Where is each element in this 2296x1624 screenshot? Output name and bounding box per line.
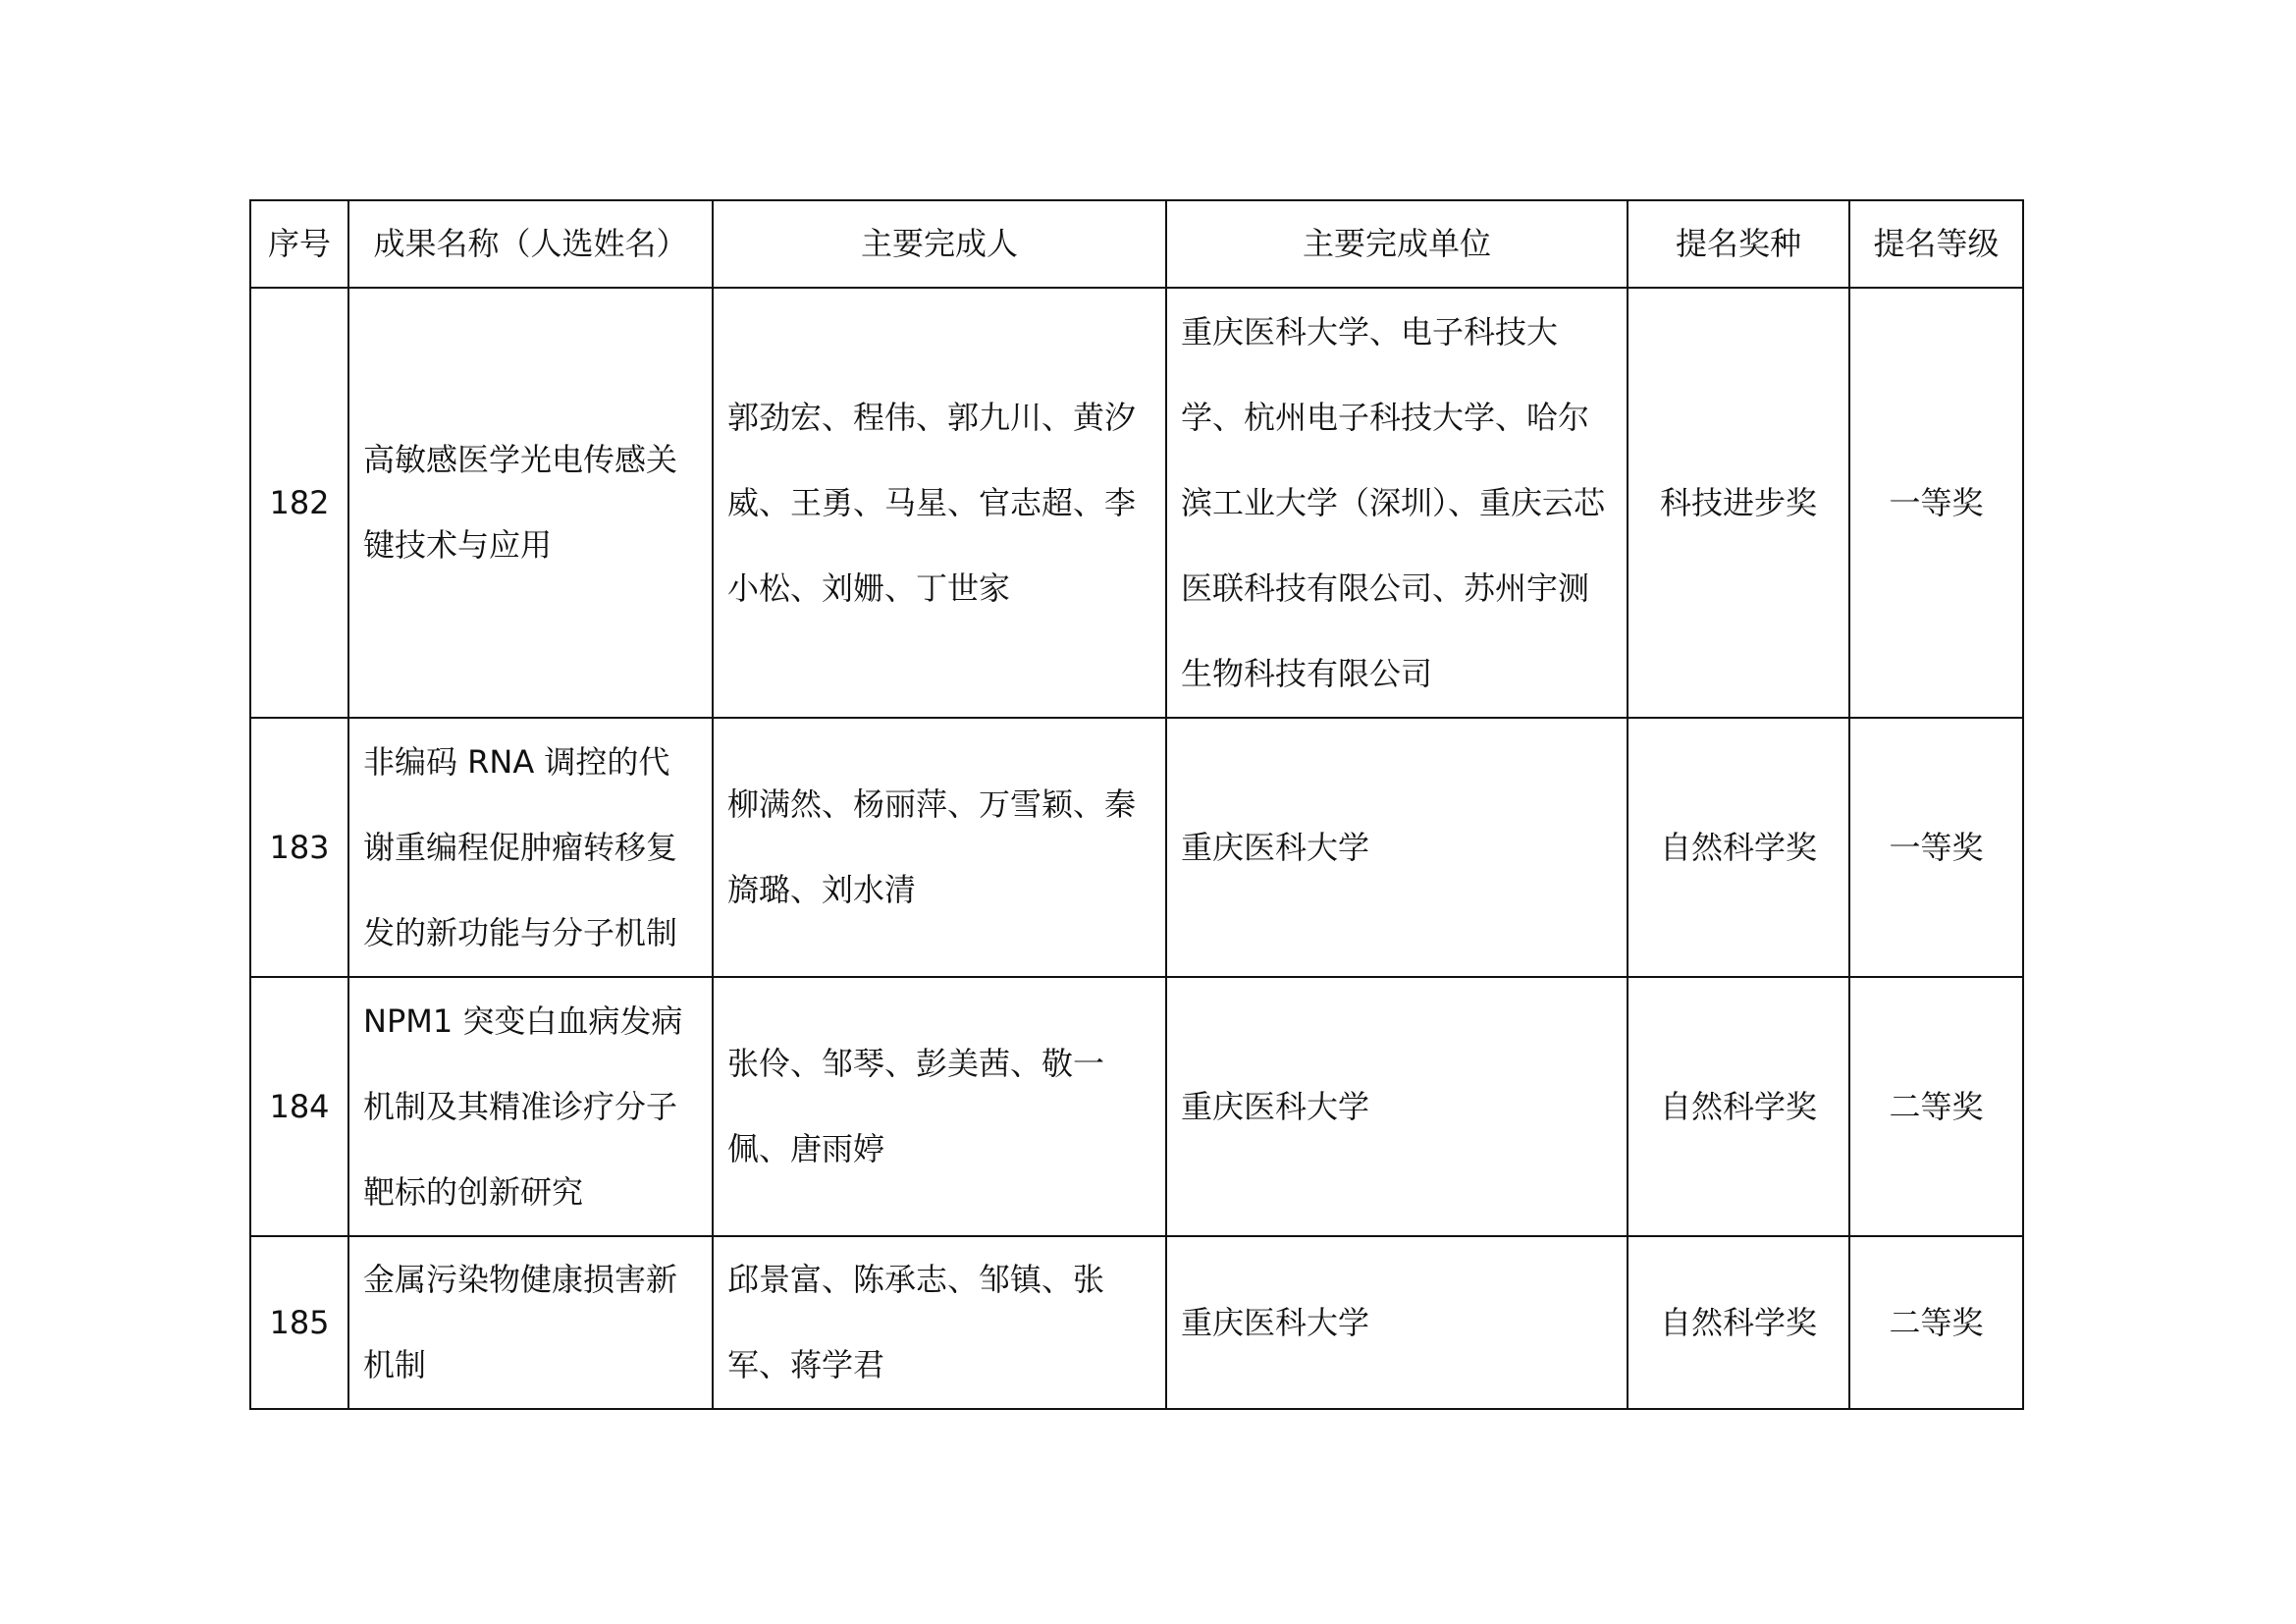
- header-kind: 提名奖种: [1628, 200, 1849, 288]
- cell-level: 一等奖: [1849, 288, 2023, 718]
- header-name: 成果名称（人选姓名）: [348, 200, 713, 288]
- cell-people: 邱景富、陈承志、邹镇、张军、蒋学君: [713, 1236, 1166, 1409]
- cell-people: 柳满然、杨丽萍、万雪颖、秦旖璐、刘水清: [713, 718, 1166, 977]
- table-header-row: [250, 200, 2023, 288]
- cell-name: 金属污染物健康损害新机制: [348, 1236, 713, 1409]
- cell-name: 非编码 RNA 调控的代谢重编程促肿瘤转移复发的新功能与分子机制: [348, 718, 713, 977]
- cell-level: 二等奖: [1849, 977, 2023, 1236]
- cell-unit: 重庆医科大学: [1166, 977, 1628, 1236]
- cell-unit: 重庆医科大学: [1166, 1236, 1628, 1409]
- cell-people: 郭劲宏、程伟、郭九川、黄汐威、王勇、马星、官志超、李小松、刘姗、丁世家: [713, 288, 1166, 718]
- header-num: 序号: [250, 200, 348, 288]
- cell-name: 高敏感医学光电传感关键技术与应用: [348, 288, 713, 718]
- cell-kind: 科技进步奖: [1628, 288, 1849, 718]
- cell-level: 一等奖: [1849, 718, 2023, 977]
- cell-num: 185: [250, 1236, 348, 1409]
- table-row: [250, 977, 2023, 1236]
- cell-num: 183: [250, 718, 348, 977]
- cell-num: 182: [250, 288, 348, 718]
- header-unit: 主要完成单位: [1166, 200, 1628, 288]
- table-row: [250, 718, 2023, 977]
- cell-level: 二等奖: [1849, 1236, 2023, 1409]
- table-row: [250, 1236, 2023, 1409]
- cell-people: 张伶、邹琴、彭美茜、敬一佩、唐雨婷: [713, 977, 1166, 1236]
- cell-num: 184: [250, 977, 348, 1236]
- cell-name: NPM1 突变白血病发病机制及其精准诊疗分子靶标的创新研究: [348, 977, 713, 1236]
- cell-kind: 自然科学奖: [1628, 718, 1849, 977]
- cell-unit: 重庆医科大学、电子科技大学、杭州电子科技大学、哈尔滨工业大学（深圳）、重庆云芯医联科技有限公司、苏州宇测生物科技有限公司: [1166, 288, 1628, 718]
- table-row: [250, 288, 2023, 718]
- cell-kind: 自然科学奖: [1628, 977, 1849, 1236]
- cell-unit: 重庆医科大学: [1166, 718, 1628, 977]
- awards-table: [249, 199, 2024, 1410]
- cell-kind: 自然科学奖: [1628, 1236, 1849, 1409]
- header-level: 提名等级: [1849, 200, 2023, 288]
- header-people: 主要完成人: [713, 200, 1166, 288]
